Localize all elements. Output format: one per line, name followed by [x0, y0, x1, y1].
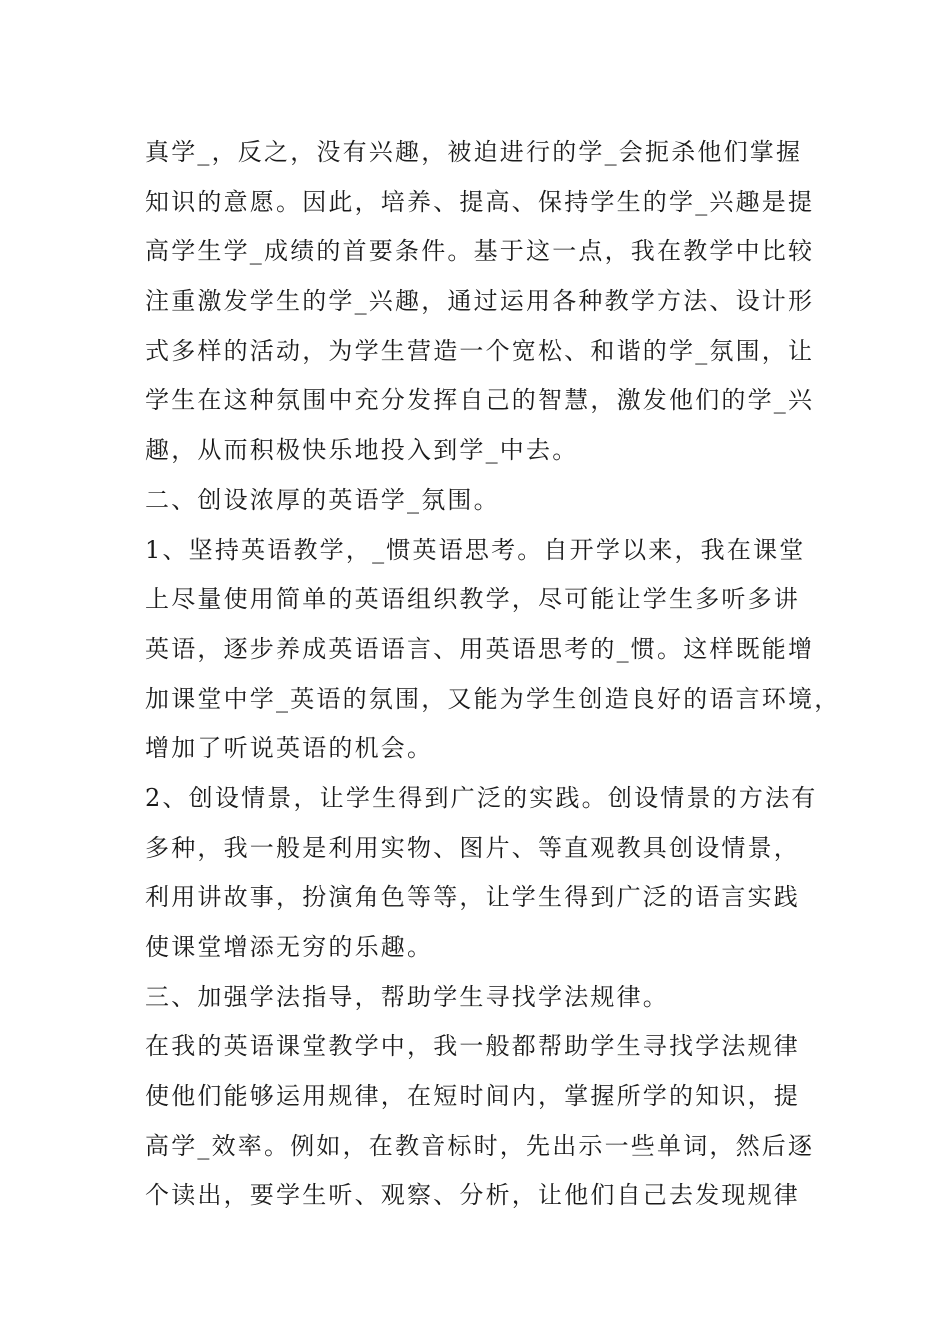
text-line: 使他们能够运用规律，在短时间内，掌握所学的知识，提 — [145, 1082, 800, 1111]
text-line: 学生在这种氛围中充分发挥自己的智慧，激发他们的学_兴 — [145, 386, 815, 415]
text-line: 在我的英语课堂教学中，我一般都帮助学生寻找学法规律 — [145, 1032, 800, 1061]
text-line: 英语，逐步养成英语语言、用英语思考的_惯。这样既能增 — [145, 634, 815, 663]
text-line: 多种，我一般是利用实物、图片、等直观教具创设情景， — [145, 833, 800, 862]
text-line: 1、坚持英语教学，_惯英语思考。自开学以来，我在课堂 — [145, 535, 806, 564]
text-line: 注重激发学生的学_兴趣，通过运用各种教学方法、设计形 — [145, 287, 815, 316]
text-line: 知识的意愿。因此，培养、提高、保持学生的学_兴趣是提 — [145, 187, 815, 216]
text-line: 增加了听说英语的机会。 — [145, 734, 434, 763]
text-line: 使课堂增添无穷的乐趣。 — [145, 933, 434, 961]
document-body — [145, 128, 845, 1221]
text-line: 加课堂中学_英语的氛围，又能为学生创造良好的语言环境， — [145, 684, 841, 713]
text-line: 个读出，要学生听、观察、分析，让他们自己去发现规律 — [145, 1181, 800, 1210]
text-line: 上尽量使用简单的英语组织教学，尽可能让学生多听多讲 — [145, 585, 800, 614]
text-line: 趣，从而积极快乐地投入到学_中去。 — [145, 436, 579, 465]
text-line: 真学_，反之，没有兴趣，被迫进行的学_会扼杀他们掌握 — [145, 138, 803, 166]
section-heading: 二、创设浓厚的英语学_氛围。 — [145, 485, 500, 514]
text-line: 2、创设情景，让学生得到广泛的实践。创设情景的方法有 — [145, 783, 818, 812]
text-line: 高学_效率。例如，在教音标时，先出示一些单词，然后逐 — [145, 1131, 815, 1160]
section-heading: 三、加强学法指导，帮助学生寻找学法规律。 — [145, 982, 669, 1011]
text-line: 高学生学_成绩的首要条件。基于这一点，我在教学中比较 — [145, 237, 815, 266]
text-line: 利用讲故事，扮演角色等等，让学生得到广泛的语言实践 — [145, 883, 800, 912]
text-line: 式多样的活动，为学生营造一个宽松、和谐的学_氛围，让 — [145, 336, 815, 365]
